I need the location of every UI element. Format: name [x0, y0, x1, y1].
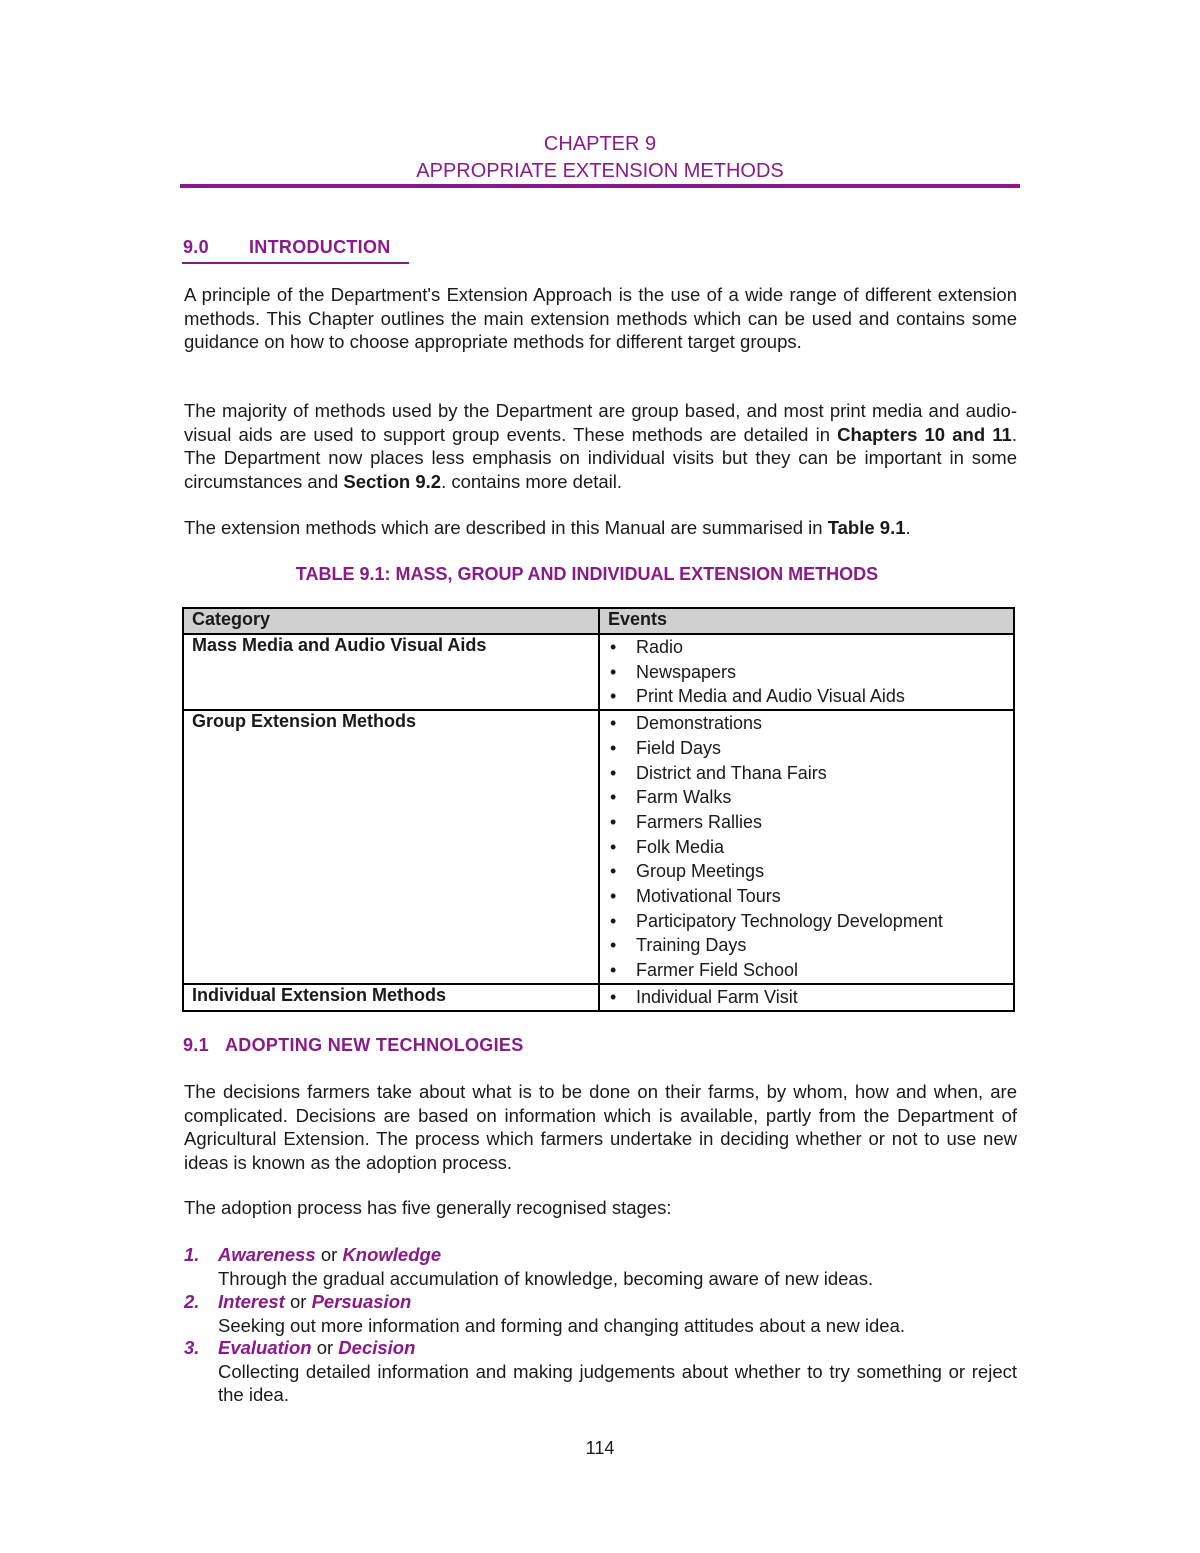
section-reference: Section 9.2 — [343, 470, 442, 492]
category-cell: Group Extension Methods — [183, 710, 599, 984]
event-item: • Group Meetings — [608, 859, 1005, 884]
section-number: 9.0 — [183, 237, 209, 257]
events-list — [608, 635, 1005, 709]
event-item: • Motivational Tours — [608, 884, 1005, 909]
event-item: • Radio — [608, 635, 1005, 660]
stage-description: Seeking out more information and forming and changing attitudes about a new idea. — [218, 1314, 906, 1336]
stage-description: Through the gradual accumulation of knowledge, becoming aware of new ideas. — [218, 1267, 874, 1289]
intro-paragraph-2 — [184, 399, 1017, 493]
adopting-paragraph-1: The decisions farmers take about what is to be done on their farms, by whom, how and when, are complicated. Decisions are based on information which is available, partly from the Department of Agricultural Extension. The process which farmers undertake in deciding whether or not to use new ideas is known as the adoption process. — [184, 1081, 1017, 1173]
table-row — [183, 710, 1014, 984]
column-header-events: Events — [599, 608, 1014, 634]
text-run: . — [905, 517, 911, 538]
event-item: • Training Days — [608, 933, 1005, 958]
section-title: INTRODUCTION — [249, 237, 391, 257]
text-run: The extension methods which are described in this Manual are summarised in — [184, 517, 828, 538]
text-run: . The Department now places less emphasis on individual visits but they can be important in some circumstances and — [184, 423, 1017, 492]
section-title: ADOPTING NEW TECHNOLOGIES — [225, 1035, 524, 1055]
intro-paragraph-1: A principle of the Department's Extension Approach is the use of a wide range of different extension methods. This Chapter outlines the main extension methods which can be used and contains some guidance on how to choose appropriate methods for different target groups. — [184, 284, 1017, 352]
table-row — [183, 634, 1014, 710]
stage-number: 1. — [184, 1244, 200, 1265]
events-list — [608, 711, 1005, 983]
section-number: 9.1 — [183, 1035, 209, 1055]
stage-alt-name: Knowledge — [342, 1244, 442, 1265]
page-number: 114 — [585, 1438, 615, 1458]
text-run: . contains more detail. — [441, 470, 623, 492]
event-item: • District and Thana Fairs — [608, 761, 1005, 786]
event-item: • Print Media and Audio Visual Aids — [608, 684, 1005, 709]
event-item: • Field Days — [608, 736, 1005, 761]
chapter-number: CHAPTER 9 — [543, 133, 657, 155]
column-header-category: Category — [183, 608, 599, 634]
event-item: • Newspapers — [608, 660, 1005, 685]
stage-name: Awareness — [218, 1244, 316, 1265]
category-cell: Mass Media and Audio Visual Aids — [183, 634, 599, 710]
table-title: TABLE 9.1: MASS, GROUP AND INDIVIDUAL EXTENSION METHODS — [295, 564, 879, 584]
events-cell — [599, 634, 1014, 710]
adoption-stage — [184, 1336, 1017, 1407]
table-row — [183, 984, 1014, 1011]
chapter-reference: Chapters 10 and 11 — [837, 423, 1012, 445]
stage-number: 3. — [184, 1337, 200, 1358]
adoption-stage — [184, 1290, 1017, 1337]
stage-description: Collecting detailed information and making judgements about whether to try something or reject the idea. — [218, 1360, 1017, 1405]
stage-heading — [184, 1290, 1017, 1314]
adoption-stage — [184, 1243, 1017, 1290]
stage-connector: or — [315, 1244, 343, 1265]
event-item: • Folk Media — [608, 835, 1005, 860]
stage-alt-name: Decision — [338, 1337, 416, 1358]
stage-heading — [184, 1336, 1017, 1360]
extension-methods-table — [182, 607, 1015, 1012]
events-cell — [599, 710, 1014, 984]
event-item: • Individual Farm Visit — [608, 985, 1005, 1010]
events-cell — [599, 984, 1014, 1011]
title-rule — [180, 184, 1020, 188]
adopting-paragraph-2: The adoption process has five generally recognised stages: — [184, 1197, 672, 1218]
stage-connector: or — [311, 1337, 339, 1358]
table-reference: Table 9.1 — [827, 517, 906, 538]
stage-alt-name: Persuasion — [311, 1291, 412, 1312]
event-item: • Farm Walks — [608, 785, 1005, 810]
table-body — [183, 634, 1014, 1011]
event-item: • Participatory Technology Development — [608, 909, 1005, 934]
chapter-title: APPROPRIATE EXTENSION METHODS — [416, 160, 784, 182]
section-heading-adopting — [183, 1035, 524, 1056]
event-item: • Farmers Rallies — [608, 810, 1005, 835]
stage-name: Interest — [218, 1291, 285, 1312]
event-item: • Demonstrations — [608, 711, 1005, 736]
text-run: The majority of methods used by the Department are group based, and most print media and audio-visual aids are used to support group events. These methods are detailed in — [184, 400, 1017, 445]
heading-underline — [182, 262, 409, 264]
table-header-row — [183, 608, 1014, 634]
stage-heading — [184, 1243, 1017, 1267]
section-heading-intro — [183, 237, 391, 258]
stage-connector: or — [284, 1291, 312, 1312]
intro-paragraph-3 — [184, 516, 1017, 540]
events-list — [608, 985, 1005, 1010]
category-cell: Individual Extension Methods — [183, 984, 599, 1011]
stage-number: 2. — [184, 1291, 200, 1312]
event-item: • Farmer Field School — [608, 958, 1005, 983]
stage-name: Evaluation — [218, 1337, 312, 1358]
